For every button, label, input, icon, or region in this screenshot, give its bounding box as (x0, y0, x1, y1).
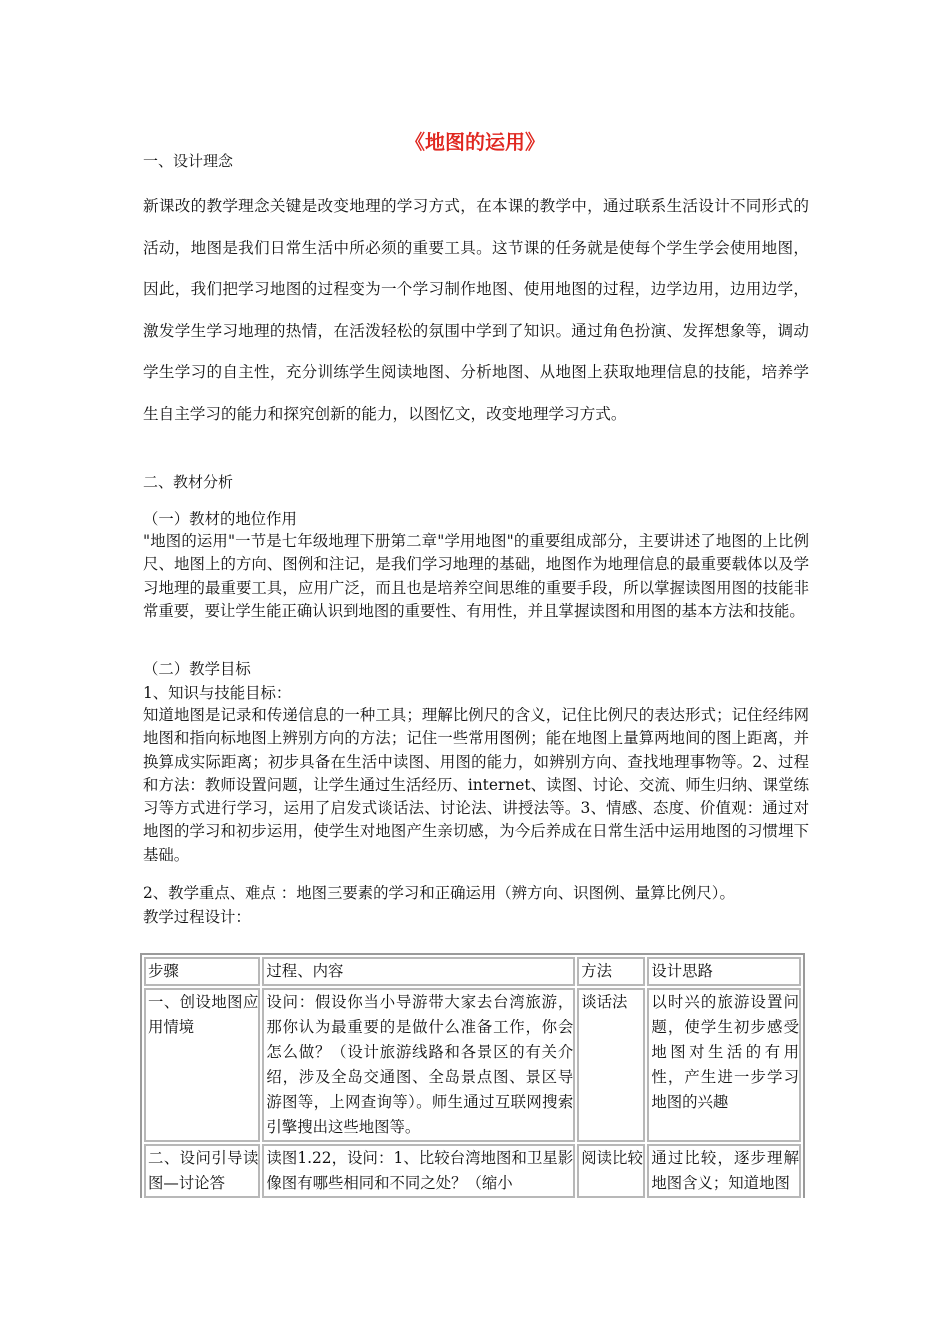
content-cell: 读图1.22，设问：1、比较台湾地图和卫星影像图有哪些相同和不同之处？（缩小 (262, 1144, 575, 1198)
idea-cell: 以时兴的旅游设置问题，使学生初步感受地图对生活的有用性，产生进一步学习地图的兴趣 (647, 988, 801, 1142)
table-row (144, 1144, 801, 1198)
table-header-cell: 设计思路 (647, 957, 801, 986)
table-row (144, 988, 801, 1142)
sub1-heading: （一）教材的地位作用 (143, 510, 297, 528)
sub2-heading: （二）教学目标 (143, 660, 251, 678)
section1-paragraph: 新课改的教学理念关键是改变地理的学习方式，在本课的教学中，通过联系生活设计不同形式的活动，地图是我们日常生活中所必须的重要工具。这节课的任务就是使每个学生学会使用地图，因此，我们把学习地图的过程变为一个学习制作地图、使用地图的过程，边学边用，边用边学，激发学生学习地理的热情，在活泼轻松的氛围中学到了知识。通过角色扮演、发挥想象等，调动学生学习的自主性，充分训练学生阅读地图、分析地图、从地图上获取地理信息的技能，培养学生自主学习的能力和探究创新的能力，以图忆文，改变地理学习方式。 (143, 197, 809, 423)
process-table-viewport (138, 950, 810, 1198)
goal1-text: 知道地图是记录和传递信息的一种工具；理解比例尺的含义，记住比例尺的表达形式；记住经纬网地图和指向标地图上辨别方向的方法；记住一些常用图例；能在地图上量算两地间的图上距离，并换算成实际距离；初步具备在生活中读图、用图的能力，如辨别方向、查找地理事物等。2、过程和方法：教师设置问题，让学生通过生活经历、internet、读图、讨论、交流、师生归纳、课堂练习等方式进行学习，运用了启发式谈话法、讨论法、讲授法等。3、情感、态度、价值观：通过对地图的学习和初步运用，使学生对地图产生亲切感，为今后养成在日常生活中运用地图的习惯埋下基础。 (143, 706, 809, 864)
table-header-cell: 步骤 (144, 957, 260, 986)
method-cell: 阅读比较 (577, 1144, 645, 1198)
sub1-text: "地图的运用"一节是七年级地理下册第二章"学用地图"的重要组成部分，主要讲述了地图的上比例尺、地图上的方向、图例和注记，是我们学习地理的基础，地图作为地理信息的最重要载体以及学习地理的最重要工具，应用广泛，而且也是培养空间思维的重要手段，所以掌握读图用图的技能非常重要，要让学生能正确认识到地图的重要性、有用性，并且掌握读图和用图的基本方法和技能。 (143, 532, 809, 620)
step-cell: 一、创设地图应用情境 (144, 988, 260, 1142)
section2-heading: 二、教材分析 (143, 473, 234, 491)
document-title: 《地图的运用》 (405, 130, 545, 154)
table-header-cell: 过程、内容 (262, 957, 575, 986)
content-cell: 设问：假设你当小导游带大家去台湾旅游，那你认为最重要的是做什么准备工作，你会怎么做？（设计旅游线路和各景区的有关介绍，涉及全岛交通图、全岛景点图、景区导游图等，上网查询等）。师生通过互联网搜索引擎搜出这些地图等。 (262, 988, 575, 1142)
section1-heading: 一、设计理念 (143, 152, 234, 170)
step-cell: 二、设问引导读图—讨论答 (144, 1144, 260, 1198)
table-header-row (144, 957, 801, 986)
key-points: 2、教学重点、难点 ：地图三要素的学习和正确运用（辨方向、识图例、量算比例尺）。 (143, 884, 735, 902)
idea-cell: 通过比较，逐步理解地图含义；知道地图 (647, 1144, 801, 1198)
process-table (140, 953, 805, 1198)
process-heading: 教学过程设计： (143, 908, 251, 926)
method-cell: 谈话法 (577, 988, 645, 1142)
table-header-cell: 方法 (577, 957, 645, 986)
goal1-heading: 1、知识与技能目标： (143, 684, 292, 702)
